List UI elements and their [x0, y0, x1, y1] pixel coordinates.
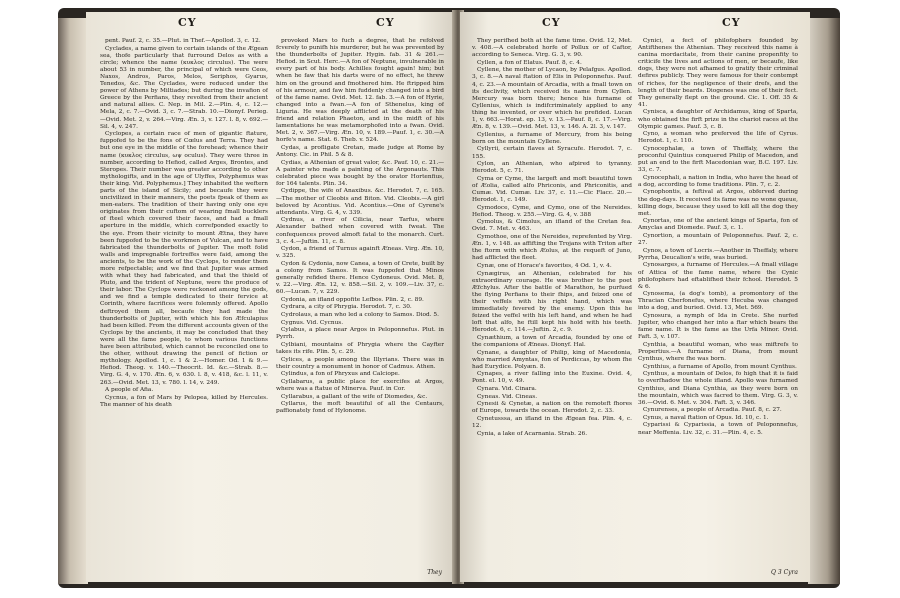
dictionary-entry: Cydon, a friend of Turnus againft Æneas. Virg. Æn. 10, v. 325. — [276, 246, 444, 260]
dictionary-entry: Cynia, a lake of Acarnania. Strab. 26. — [477, 430, 588, 437]
dictionary-entry: Cydon & Cydonia, now Canea, a town of Crete, built by a colony from Samos. It was fuppofed that Minos generally refided there. Hence Cydoneus. Ovid. Met. 8, v. 22.—Virg. Æn. 12, v. 858.—Sil. 2, v. 109.—Liv. 37, c. 60.—Lucan. 7, v. 229. — [276, 260, 444, 296]
dictionary-entry: Cynocephalæ, a town of Theffaly, where the proconful Quintius conquered Philip of Macedon, and put an end to the firft Macedonian war, B.C. 197. Liv. 33, c. 7. — [638, 145, 798, 174]
dictionary-entry: Cyllabarus, a public place for exercifes at Argos, where was a ftatue of Minerva. Pauf. in Cor. — [276, 378, 444, 392]
dictionary-entry: Cylindus, a fon of Phryxus and Calciope. — [281, 371, 400, 378]
dictionary-entry: Cynosarges, a furname of Hercules.—A fmall village of Attica of the fame name, where the Cynic philofophers had eftablifhed their fchool. Herodot. 5 & 6. — [638, 262, 798, 290]
right-page-header-right: CY — [722, 16, 741, 29]
dictionary-entry: Cydrolaus, a man who led a colony to Samos. Diod. 5. — [281, 312, 439, 319]
dictionary-entry: Cycnus, a fon of Mars by Pelopea, killed by Hercules. The manner of his death — [100, 394, 268, 408]
right-page-edges — [808, 18, 840, 584]
dictionary-entry: Cynocephali, a nation in India, who have the head of a dog, according to fome traditions. Plin. 7, c. 2. — [638, 174, 798, 188]
dictionary-entry: Cynthius, a furname of Apollo, from mount Cynthus. — [643, 363, 797, 370]
dictionary-entry: Cydonia, an ifland oppofite Lefbos. Plin. 2, c. 89. — [281, 296, 424, 303]
dictionary-entry: Cymodoce, Cyme, and Cymo, one of the Nereides. Hefiod. Theog. v. 255.—Virg. G. 4, v. 388 — [472, 204, 632, 218]
dictionary-entry: They perifhed both at the fame time. Ovid. 12, Met. v. 408.—A celebrated horfe of Pollux or of Caftor, according to Seneca. Virg. G. 3, v. 90. — [472, 38, 632, 59]
dictionary-entry: Cynapes, a river falling into the Euxine. Ovid. 4, Pont. el. 10, v. 49. — [472, 371, 632, 385]
dictionary-entry: Cyclopes, a certain race of men of gigantic ftature, fuppofed to be the fons of Cœlus and Terra. They had but one eye in the middle of the forehead; whence their name (κυκλος circulus, ωψ oculus). They were three in number, according to Hefiod, called Arges, Brontes, and Steropes. Their number was greater according to other mythologifts, and in the age of Ulyffes, Polyphemus was their king. Vid. Polyphemus.] They inhabited the weftern parts of the island of Sicily; and becaufe they were uncivilized in their manners, the poets fpeak of them as men-eaters. The tradition of their having only one eye originates from their cuftom of wearing fmall bucklers of fteel which covered their faces, and had a fmall aperture in the middle, which correfponded exactly to the eye. From their vicinity to mount Ætna, they have been fuppofed to be the workmen of Vulcan, and to have fabricated the thunderbolts of Jupiter. The moft folid walls and impregnable fortreffes were faid, among the ancients, to be the work of the Cyclops, to render them more refpectable; and we find that Jupiter was armed with what they had fabricated, and that the thield of Pluto, and the trident of Neptune, were the produce of their labor. The Cyclops were reckoned among the gods, and we find a temple dedicated to their fervice at Corinth, where facrifices were folemnly offered. Apollo deftroyed them all, becaufe they had made the thunderbolts of Jupiter, with which his fon Æfculapius had been killed. From the different accounts given of the Cyclops by the ancients, it may be concluded that they were all the fame people, to whom various functions have been attributed, which cannot be reconciled one to the other, without drawing the pencil of fiction or mythology. Apollod. 1, c. 1 & 2.—Homer. Od. 1 & 9.—Hefiod. Theog. v. 140.—Theocrit. Id. &c.—Strab. 8.—Virg. G. 4, v. 170. Æn. 6, v. 630. l. 8, v. 418, &c. l. 11, v. 263.—Ovid. Met. 13, v. 780. l. 14, v. 249. — [100, 131, 268, 386]
dictionary-entry: Cynurenses, a people of Arcadia. Pauf. 8, c. 27. — [643, 407, 782, 414]
left-page-catchword: They — [427, 569, 442, 576]
dictionary-entry: Cyllyrii, certain flaves at Syracufe. Herodot. 7, c. 155. — [472, 146, 632, 160]
dictionary-entry: Cynæ, one of Horace's favorites, 4 Od. 1, v. 4. — [477, 262, 612, 269]
dictionary-entry: Cyllarabus, a gallant of the wife of Diomedes, &c. — [281, 393, 428, 400]
dictionary-entry: Cynortas, one of the ancient kings of Sparta, fon of Amyclas and Diomede. Pauf. 3, c. 1. — [638, 218, 798, 232]
left-page-edges — [58, 18, 88, 584]
dictionary-entry: Cynisca, a daughter of Archidamus, king of Sparta, who obtained the firft prize in the chariot races at the Olympic games. Pauf. 3, c. 8. — [638, 109, 798, 130]
dictionary-entry: Cynæthium, a town of Arcadia, founded by one of the companions of Æneas. Dionyf. Hal. — [472, 334, 632, 348]
dictionary-entry: Cynane, a daughter of Philip, king of Macedonia, who married Amyntas, fon of Perdiccas, by whom fhe had Eurydice. Polyæn. 8. — [472, 349, 632, 370]
left-page-column-2 — [276, 38, 444, 574]
right-page — [460, 12, 810, 582]
right-page-column-1 — [472, 38, 632, 574]
dictionary-entry: Cynici, a fect of philofophers founded by Antifthenes the Athenian. They received this name à canina mordacitate, from their canine propenfity to criticife the lives and actions of men, or becaufe, like dogs, they were not afhamed to gratify their criminal defires publicly. They were famous for their contempt of riches, for the negligence of their drefs, and the length of their beards. Diogenes was one of their fect. They generally flept on the ground. Cic. 1. Off. 35 & 41. — [638, 38, 798, 108]
right-page-header-left: CY — [542, 16, 561, 29]
dictionary-entry: Cydias, a Athenian of great valor, &c. Pauf. 10, c. 21.—A painter who made a painting of the Argonauts. This celebrated piece was bought by the orator Hortenfius, for 164 talents. Plin. 34. — [276, 159, 444, 187]
dictionary-entry: Cynægirus, an Athenian, celebrated for his extraordinary courage. He was brother to the poet Æfchylus. After the battle of Marathon, he purfued the flying Perfians to their fhips, and feized one of their veffels with his right hand, which was immediately fevered by the enemy. Upon this he feized the veffel with his left hand, and when he had loft that alfo, he ftill kept his hold with his teeth. Herodot. 6, c. 114.—Juftin. 2, c. 9. — [472, 270, 632, 334]
left-page-header-left: CY — [178, 16, 197, 29]
dictionary-entry: Cynetusssa, an ifland in the Ægean fea. Plin. 4, c. 12. — [472, 415, 632, 429]
left-page — [86, 12, 454, 582]
dictionary-entry: A people of Afia. — [105, 387, 154, 394]
left-page-header — [86, 16, 454, 34]
dictionary-entry: Cylices, a people among the Illyrians. There was in their country a monument in honor of Cadmus. Athen. — [276, 356, 444, 370]
left-page-header-right: CY — [376, 16, 395, 29]
dictionary-entry: Cylon, an Athenian, who afpired to tyranny. Herodot. 5, c. 71. — [472, 161, 632, 175]
dictionary-entry: Cyma or Cyme, the largeft and moft beautiful town of Æolia, called alfo Phriconis, and Phriconitis, and Cumæ. Vid. Cumæ. Liv. 37, c. 11.—Cic Flacc. 20.—Herodot. 1, c. 149. — [472, 175, 632, 204]
dictionary-entry: Cyclades, a name given to certain islands of the Ægean sea, thofe particularly that furround Delos as with a circle; whence the name (κυκλος circulus). The were about 53 in number, the principal of which were Ceos, Naxos, Andros, Paros, Melos, Seriphos, Gyarus, Tenedos, &c. The Cyclades, were reduced under the power of Athens by Miltiades; but during the invafion of Greece by the Perfians, they revolted from their ancient and natural allies. C. Nep. in Mil. 2.—Plin. 4, c. 12.—Mela, 2, c. 7.—Ovid. 3, c. 7.—Strab. 10.—Dionyf. Perieg.—Ovid. Met. 2, v. 264.—Virg. Æn. 3, v. 127. l. 8, v. 692.—Sil. 4, v. 247. — [100, 45, 268, 130]
dictionary-entry: Cynortion, a mountain of Peloponnefus. Pauf. 2, c. 27. — [638, 233, 798, 247]
dictionary-entry: provoked Mars to fuch a degree, that he refolved fcverely to punifh his murderer, but he was prevented by the thunderbolts of Jupiter. Hygin. fab. 31 & 261.—Hefiod. in Scut. Herc.—A fon of Neptune, invulnerable in every part of his body. Achilles fought again! him; but when he faw that his darts were of no effect, he threw him on the ground and fmothered him. He ftripped him of his armour, and faw him fuddenly changed into a bird of the fame name. Ovid. Met. 12. fab. 3.—A fon of Hyrie, changed into a fwan.—A fon of Sthenelus, king of Liguria. He was deeply afflicted at the death of his friend and relation Phaeton, and in the midft of his lamentations he was metamorphofed into a fwan. Ovid. Met. 2, v. 367.—Virg. Æn. 10, v. 189.—Pauf. 1, c. 30.—A horfe's name. Stat. 6. Theb. v. 524. — [276, 38, 444, 144]
dictionary-entry: Cymolus, & Cimolus, an ifland of the Cretan fea. Ovid. 7. Met. v. 463. — [472, 219, 632, 233]
dictionary-entry: Cydas, a profligate Cretan, made judge at Rome by Antony. Cic. in Phil. 5 & 8. — [276, 144, 444, 158]
dictionary-entry: Cynthia, a beautiful woman, who was miftrefs to Propertius.—A furname of Diana, from mount Cynthus, where fhe was born. — [638, 341, 798, 363]
right-page-column-2 — [638, 38, 798, 574]
dictionary-entry: Cynophontis, a feftival at Argos, obferved during the dog-days. It received its fame was no wone queue, killing dogs, because they used to kill all the dog they met. — [638, 189, 798, 217]
dictionary-entry: Cymothoe, one of the Nereides, reprefented by Virg. Æn. 1, v. 148. as affifting the Trojans with Triton after the ftorm with which Æolus, at the requeft of Juno, had afflicted the fleet. — [472, 234, 632, 262]
dictionary-entry: Cynosema, (a dog's tomb), a promontory of the Thracian Cherfonefus, where Hecuba was changed into a dog, and buried. Ovid. 13, Met. 569. — [638, 291, 798, 312]
dictionary-entry: Cyllene, the mother of Lycaon, by Pelafgus. Apollod. 3, c. 8.—A naval ftation of Elis in Peloponnefus. Pauf. 4, c. 23.—A mountain of Arcadia, with a fmall town on its declivity, which received its name from Cyllen. Mercury was born there; hence his furname of Cyllenius, which is indifcriminately applied to any thing he invented, or over which he prefided. Lucan 1, v. 663.—Horat. ep. 13, v. 13.—Pauf. 8, c. 17.—Virg. Æn. 8, v. 139.—Ovid. Met. 13, v. 146. A. 2l. 3, v. 147. — [472, 67, 632, 131]
dictionary-entry: Cylabus, a place near Argos in Peloponnefus. Plut. in Pyrrh. — [276, 327, 444, 341]
right-page-header — [460, 16, 810, 34]
dictionary-entry: Cydippe, the wife of Anaxibus. &c. Herodot. 7, c. 165.—The mother of Cleobis and Biton. Vid. Cleobis.—A girl beloved by Acontius. Vid. Acontius.—One of Cyrene's attendants. Virg. G. 4, v. 339. — [276, 188, 444, 216]
dictionary-entry: Cyllen, a fon of Elatus. Pauf. 8, c. 4. — [477, 59, 582, 66]
dictionary-entry: Cydnus, a river of Cilicia, near Tarfus, where Alexander bathed when covered with fweat. The confequences proved almoft fatal to the monarch. Curt. 3, c. 4.—Juftin. 11, c. 8. — [276, 217, 444, 245]
left-page-column-1 — [100, 38, 268, 574]
dictionary-entry: pent. Pauf. 2, c. 35.—Plut. in Thef.—Apollod. 3, c. 12. — [105, 38, 261, 44]
dictionary-entry: Cyparissi & Cyparissia, a town of Peloponnefus, near Meffenia. Liv. 32, c. 31.—Plin. 4, c. 5. — [638, 422, 798, 436]
dictionary-entry: Cynos, a town of Locris.—Another in Theffaly, where Pyrrha, Deucalion's wife, was buried. — [638, 247, 798, 261]
dictionary-entry: Cyllarus, the moft beautiful of all the Centaurs, paffionately fond of Hylonome. — [276, 401, 444, 415]
dictionary-entry: Cyneas. Vid. Cineas. — [477, 393, 538, 400]
dictionary-entry: Cydrara, a city of Phrygia. Herodot. 7, c. 30. — [281, 304, 412, 311]
dictionary-entry: Cynus, a naval ftation of Opus. Id. 10, c. 1. — [643, 414, 769, 421]
dictionary-entry: Cynesii & Cynetæ, a nation on the remoteft fhores of Europe, towards the ocean. Herodot. 2, c. 33. — [472, 401, 632, 415]
right-page-signature-catchword: Q 3 Cyra — [771, 569, 798, 576]
dictionary-entry: Cynara. Vid. Cinara. — [477, 386, 537, 392]
dictionary-entry: Cylbiani, mountains of Phrygia where the Cayfter takes its rife. Plin. 5, c. 29. — [276, 341, 444, 356]
dictionary-entry: Cynthus, a mountain of Delos, fo high that it is faid to overfhadow the whole ifland. Apollo was furnamed Cynthius, and Diana Cynthia, as they were born on the mountain, which was facred to them. Virg. G. 3, v. 36.—Ovid. 6. Met. v. 304. Faft. 3, v. 346. — [638, 371, 798, 406]
dictionary-entry: Cyllenius, a furname of Mercury, from his being born on the mountain Cyllene. — [472, 131, 632, 145]
dictionary-entry: Cygnus. Vid. Cycnus. — [281, 319, 344, 326]
dictionary-entry: Cynosura, a nymph of Ida in Crete. She nurfed Jupiter, who changed her into a ftar which bears the fame name. It is the fame as the Urfa Minor. Ovid. Faft. 3, v. 107. — [638, 313, 798, 341]
dictionary-entry: Cyno, a woman who preferved the life of Cyrus. Herodot. 1, c. 110. — [638, 131, 798, 145]
